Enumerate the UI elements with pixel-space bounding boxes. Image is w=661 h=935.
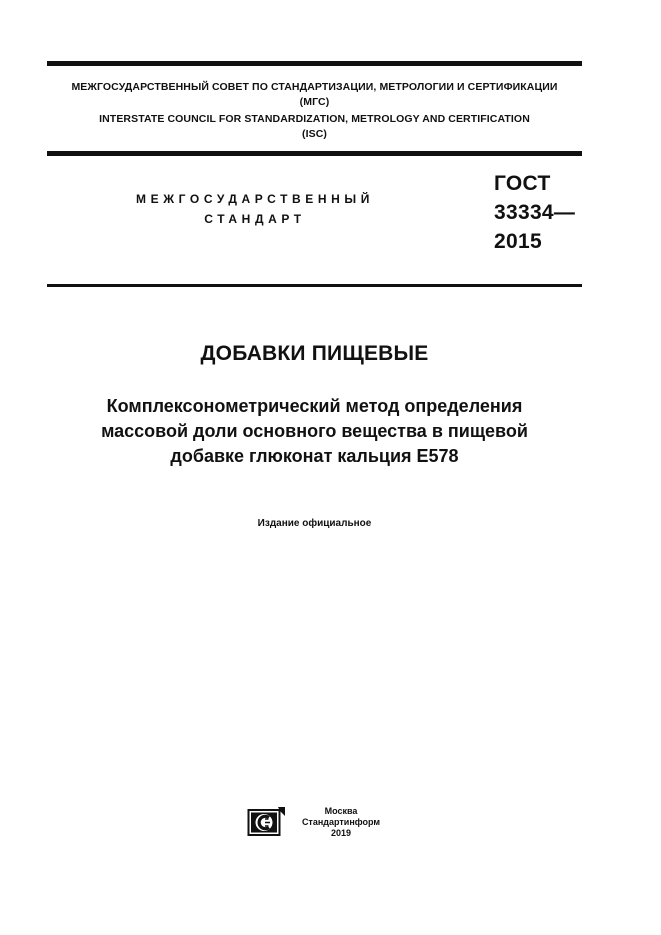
subtitle-line2: массовой доли основного вещества в пищевой xyxy=(101,421,528,441)
council-name-ru-line: МЕЖГОСУДАРСТВЕННЫЙ СОВЕТ ПО СТАНДАРТИЗАЦИИ, МЕТРОЛОГИИ И СЕРТИФИКАЦИИ xyxy=(71,81,558,93)
standard-kind-line2: СТАНДАРТ xyxy=(204,212,306,226)
gost-designation xyxy=(494,169,575,256)
publisher-imprint xyxy=(295,806,387,839)
council-name-ru xyxy=(47,80,582,110)
gost-number: 33334— xyxy=(494,201,576,224)
gost-year: 2015 xyxy=(494,230,542,253)
council-abbrev-en: (ISC) xyxy=(302,128,327,140)
publisher-city: Москва xyxy=(324,806,358,816)
publisher-name: Стандартинформ xyxy=(301,817,381,827)
document-title: ДОБАВКИ ПИЩЕВЫЕ xyxy=(200,342,429,365)
council-name-en xyxy=(47,112,582,142)
subtitle-line1: Комплексонометрический метод определения xyxy=(106,396,523,416)
council-abbrev-ru: (МГС) xyxy=(299,96,330,108)
council-name-en-line: INTERSTATE COUNCIL FOR STANDARDIZATION, METROLOGY AND CERTIFICATION xyxy=(99,113,530,125)
edition-note: Издание официальное xyxy=(257,518,372,529)
top-rule xyxy=(47,61,582,66)
publication-year: 2019 xyxy=(330,828,352,838)
lower-rule xyxy=(47,284,582,287)
subtitle-line3: добавке глюконат кальция Е578 xyxy=(170,446,459,466)
gost-label: ГОСТ xyxy=(494,172,551,195)
document-subtitle xyxy=(47,394,582,469)
standard-kind xyxy=(90,189,420,229)
standard-kind-line1: МЕЖГОСУДАРСТВЕННЫЙ xyxy=(136,192,374,206)
middle-rule xyxy=(47,151,582,156)
standartinform-logo-icon xyxy=(247,806,287,838)
